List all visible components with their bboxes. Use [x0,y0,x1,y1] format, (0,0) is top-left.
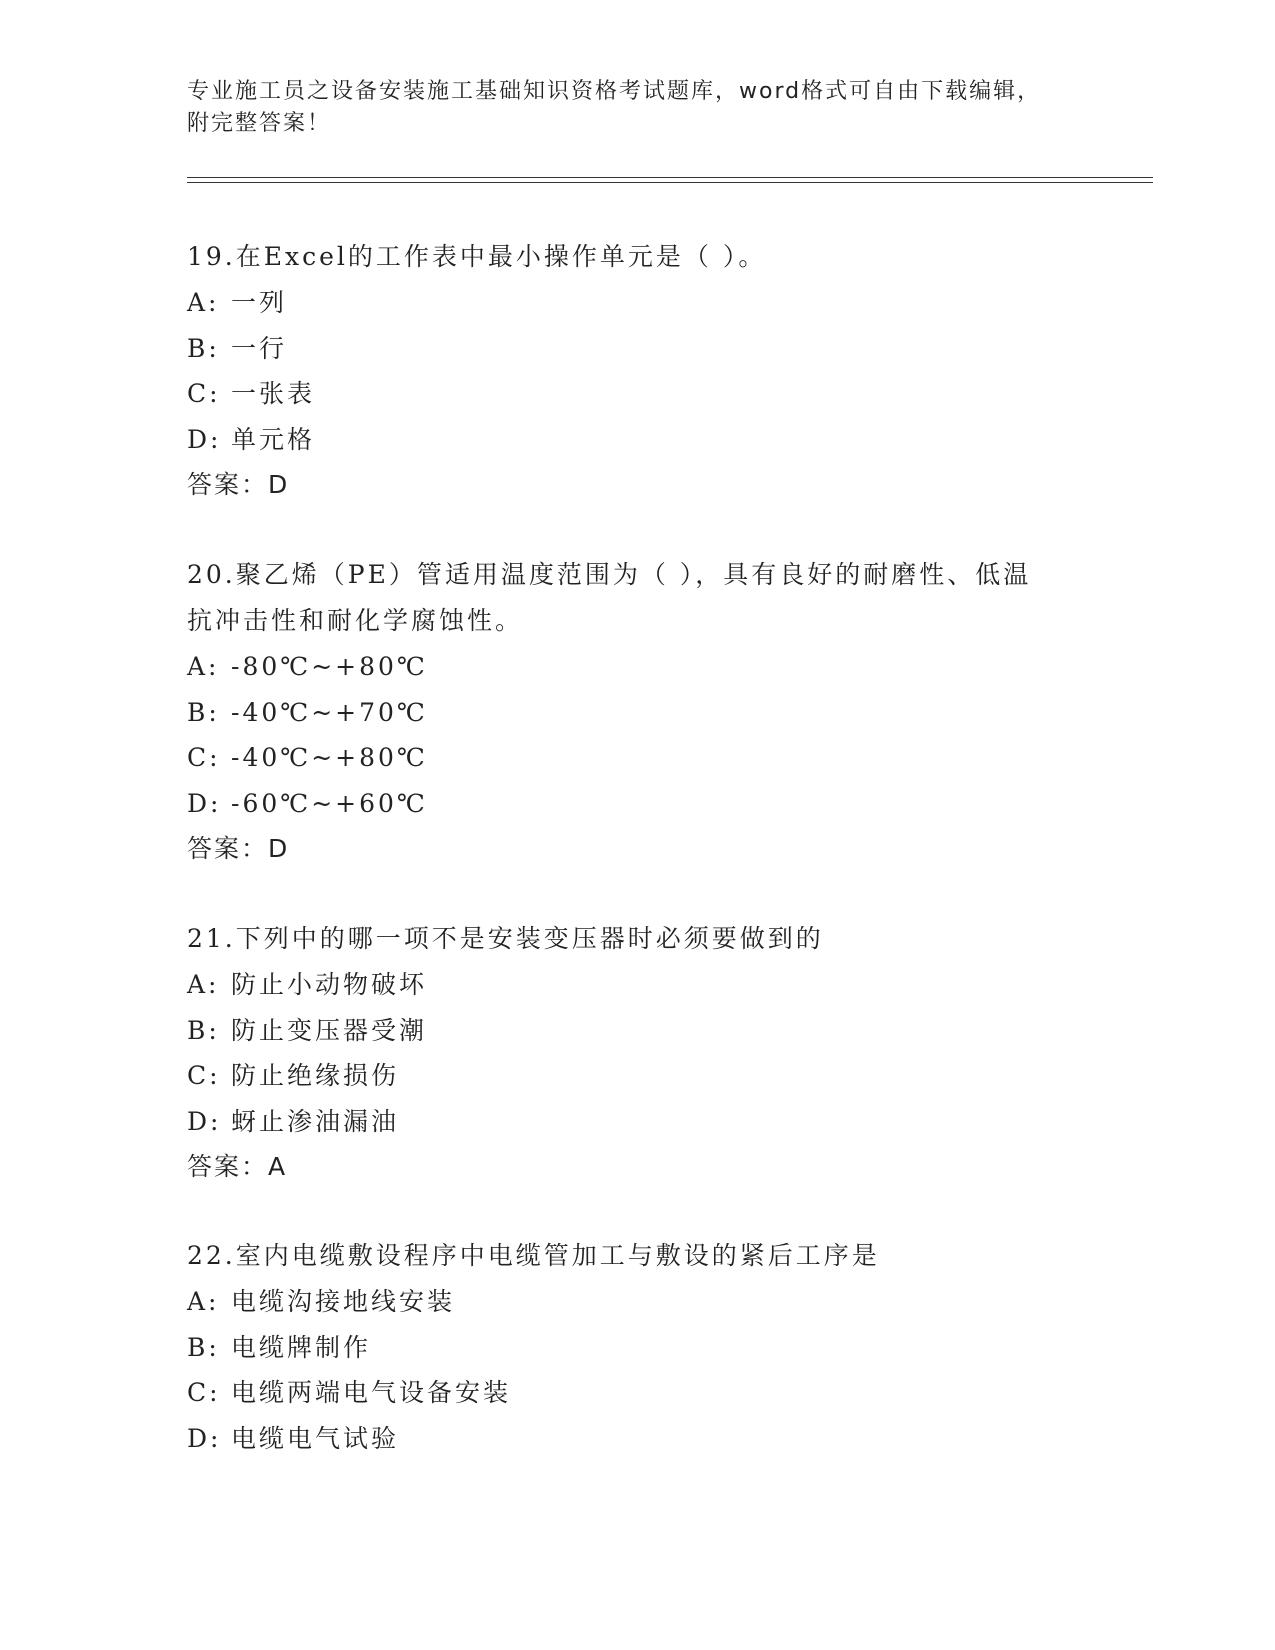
option-text: 一列 [231,288,288,317]
question-stem: 21.下列中的哪一项不是安装变压器时必须要做到的 [187,924,824,953]
document-header [187,76,1067,140]
option-text: 防止变压器受潮 [231,1015,428,1045]
option-a [187,644,1107,690]
option-key: D: [187,1423,222,1453]
option-b [187,690,1107,736]
option-text: -40℃~+70℃ [231,697,428,727]
option-text: 电缆牌制作 [231,1332,372,1362]
question-stem-line-1: 20.聚乙烯（PE）管适用温度范围为（ ），具有良好的耐磨性、低温 [187,560,1032,589]
option-d [187,1416,1107,1462]
header-divider-top [187,177,1153,178]
answer-line: 答案：A [187,1152,288,1181]
option-a [187,280,1107,326]
option-key: C: [187,1061,221,1090]
option-b [187,326,1107,372]
option-text: -80℃~+80℃ [231,652,428,681]
option-text: 单元格 [231,424,316,454]
answer-line: 答案：D [187,470,290,499]
answer-line: 答案：D [187,834,290,863]
option-b [187,1325,1107,1371]
option-key: A: [187,1287,220,1316]
option-key: B: [187,1332,220,1362]
option-c [187,1370,1107,1416]
option-c [187,1053,1107,1099]
option-d [187,781,1107,827]
option-a [187,1279,1107,1325]
option-key: A: [187,652,220,681]
question-20 [187,552,1107,872]
option-text: 一行 [231,333,288,363]
header-line-1: 专业施工员之设备安装施工基础知识资格考试题库，word格式可自由下载编辑， [187,79,1042,104]
option-text: 一张表 [231,379,316,408]
option-key: C: [187,379,221,408]
option-c [187,371,1107,417]
option-text: -40℃~+80℃ [231,743,428,772]
question-stem: 22.室内电缆敷设程序中电缆管加工与敷设的紧后工序是 [187,1241,880,1270]
option-d [187,1099,1107,1145]
option-a [187,962,1107,1008]
option-c [187,735,1107,781]
option-key: C: [187,1378,221,1407]
option-key: A: [187,970,220,999]
option-key: D: [187,424,222,454]
option-b [187,1008,1107,1054]
question-19 [187,234,1107,508]
question-stem-line-2: 抗冲击性和耐化学腐蚀性。 [187,606,524,635]
option-key: D: [187,1106,222,1136]
question-21 [187,916,1107,1190]
option-key: A: [187,288,220,317]
option-text: 防止绝缘损伤 [231,1061,400,1090]
option-key: B: [187,333,220,363]
option-text: 蚜止渗油漏油 [231,1106,400,1136]
option-key: B: [187,1015,220,1045]
header-line-2: 附完整答案！ [187,111,332,136]
question-stem: 19.在Excel的工作表中最小操作单元是（ ）。 [187,242,767,271]
option-key: D: [187,788,222,818]
header-divider-bottom [187,182,1153,183]
option-key: C: [187,743,221,772]
option-text: 电缆两端电气设备安装 [231,1378,512,1407]
question-22 [187,1233,1107,1461]
option-d [187,417,1107,463]
option-text: 电缆电气试验 [231,1423,400,1453]
option-key: B: [187,697,220,727]
option-text: 防止小动物破坏 [231,970,428,999]
option-text: 电缆沟接地线安装 [231,1287,456,1316]
option-text: -60℃~+60℃ [231,788,428,818]
